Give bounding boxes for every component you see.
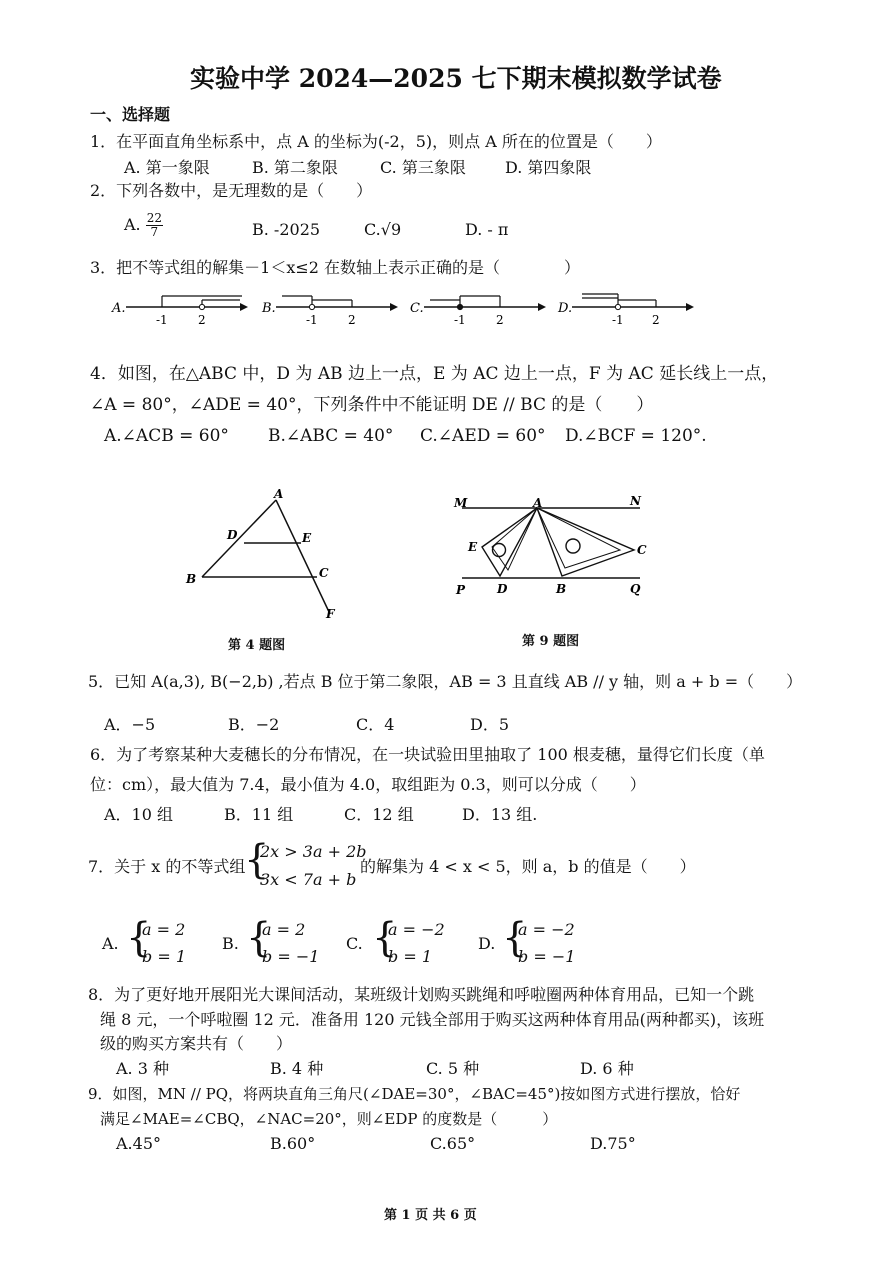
figure-q9-triangles <box>452 490 662 605</box>
figure-q4-triangle <box>180 486 350 626</box>
q9-option-d: D.75° <box>590 1134 636 1153</box>
q3-stem: 3．把不等式组的解集－1＜x≤2 在数轴上表示正确的是（ ） <box>90 258 581 277</box>
vertex-label-e: E <box>302 531 312 545</box>
tick-label-2: 2 <box>496 313 504 327</box>
q1-option-a: A. 第一象限 <box>124 158 210 177</box>
tick-label-neg1: -1 <box>454 313 466 327</box>
q7-option-d-line1: a = −2 <box>518 920 575 939</box>
q7-option-a-line1: a = 2 <box>142 920 186 939</box>
q9-option-c: C.65° <box>430 1134 476 1153</box>
number-line-label-c: C. <box>410 301 424 316</box>
q2-option-a-label: A. <box>124 215 141 234</box>
tick-label-neg1: -1 <box>156 313 168 327</box>
point-label-a: A <box>533 496 543 510</box>
q7-option-a-line2: b = 1 <box>142 947 186 966</box>
q6-option-c: C．12 组 <box>344 805 414 824</box>
q2-option-d: D. - π <box>465 220 509 239</box>
q6-stem-line2: 位：cm），最大值为 7.4，最小值为 4.0，取组距为 0.3，则可以分成（ ） <box>90 775 646 794</box>
q8-stem-line2: 绳 8 元，一个呼啦圈 12 元．准备用 120 元钱全部用于购买这两种体育用品(两种都买)，该班 <box>100 1010 765 1029</box>
number-line-d <box>558 288 698 328</box>
q7-option-b-label: B. <box>222 934 239 953</box>
axis-arrow <box>240 303 248 311</box>
axis-arrow <box>390 303 398 311</box>
q5-stem: 5．已知 A(a,3), B(−2,b) ,若点 B 位于第二象限，AB = 3 且直线 AB // y 轴，则 a + b =（ ） <box>88 672 803 691</box>
q1-option-d: D. 第四象限 <box>505 158 592 177</box>
q5-option-a: A．−5 <box>104 715 156 734</box>
q6-option-a: A．10 组 <box>104 805 174 824</box>
q2-option-b: B. -2025 <box>252 220 321 239</box>
q6-option-d: D．13 组. <box>462 805 538 824</box>
vertex-label-c: C <box>319 566 329 580</box>
figure-q9-caption: 第 9 题图 <box>522 634 580 649</box>
q7-option-d-line2: b = −1 <box>518 947 576 966</box>
open-dot <box>309 304 314 309</box>
q7-option-c-line2: b = 1 <box>388 947 432 966</box>
q7-stem-post: 的解集为 4 < x < 5，则 a，b 的值是（ ） <box>360 857 696 876</box>
tick-label-2: 2 <box>348 313 356 327</box>
q7-option-c-brace: { <box>372 915 398 961</box>
tick-label-2: 2 <box>652 313 660 327</box>
axis-arrow <box>686 303 694 311</box>
open-dot <box>199 304 204 309</box>
q8-option-a: A. 3 种 <box>116 1059 169 1078</box>
q7-option-b-line1: a = 2 <box>262 920 306 939</box>
q8-stem-line1: 8．为了更好地开展阳光大课间活动，某班级计划购买跳绳和呼啦圈两种体育用品，已知一个跳 <box>88 985 755 1004</box>
q9-option-a: A.45° <box>116 1134 161 1153</box>
q7-stem-pre: 7．关于 x 的不等式组 <box>88 857 246 876</box>
q7-option-c-line1: a = −2 <box>388 920 445 939</box>
q2-option-a <box>124 212 163 239</box>
point-label-d: D <box>497 582 508 596</box>
q5-option-c: C．4 <box>356 715 395 734</box>
q4-option-a: A.∠ACB = 60° <box>104 426 229 446</box>
q5-option-d: D．5 <box>470 715 510 734</box>
vertex-label-a: A <box>274 487 284 501</box>
q7-option-d-label: D. <box>478 934 496 953</box>
point-label-m: M <box>454 496 468 510</box>
page-footer: 第 1 页 共 6 页 <box>384 1208 477 1223</box>
q7-system-brace: { <box>244 837 270 883</box>
q8-option-c: C. 5 种 <box>426 1059 480 1078</box>
q4-option-c: C.∠AED = 60° <box>420 426 546 446</box>
axis-arrow <box>538 303 546 311</box>
q7-option-b-brace: { <box>246 915 272 961</box>
triangle-abc <box>537 508 634 576</box>
tick-label-2: 2 <box>198 313 206 327</box>
figure-q4-caption: 第 4 题图 <box>228 638 286 653</box>
vertex-label-b: B <box>186 572 197 586</box>
q7-inequality-1: 2x > 3a + 2b <box>260 842 367 861</box>
q9-option-b: B.60° <box>270 1134 316 1153</box>
point-label-n: N <box>630 494 641 508</box>
q7-option-b-line2: b = −1 <box>262 947 320 966</box>
q4-stem-line1: 4．如图，在△ABC 中，D 为 AB 边上一点，E 为 AC 边上一点，F 为 AC 延长线上一点， <box>90 364 779 384</box>
q7-option-a-brace: { <box>126 915 152 961</box>
q8-stem-line3: 级的购买方案共有（ ） <box>100 1034 293 1053</box>
q2-fraction <box>146 212 163 239</box>
q4-option-b: B.∠ABC = 40° <box>268 426 394 446</box>
tick-label-neg1: -1 <box>612 313 624 327</box>
number-line-label-d: D. <box>558 301 573 316</box>
vertex-label-d: D <box>227 528 238 542</box>
q7-option-c-label: C. <box>346 934 363 953</box>
tick-label-neg1: -1 <box>306 313 318 327</box>
q2-stem: 2．下列各数中，是无理数的是（ ） <box>90 181 373 200</box>
vertex-label-f: F <box>326 607 335 621</box>
number-line-c <box>410 288 550 328</box>
inner-outline-ade <box>492 508 537 570</box>
section-heading: 一、选择题 <box>90 105 171 124</box>
fraction-denominator: 7 <box>150 225 159 239</box>
exam-title: 实验中学 2024—2025 七下期末模拟数学试卷 <box>190 64 722 93</box>
fraction-numerator: 22 <box>146 211 163 225</box>
side-ac-extended <box>276 500 330 614</box>
q7-option-a-label: A. <box>102 934 119 953</box>
point-label-c: C <box>637 543 647 557</box>
solid-dot <box>457 304 462 309</box>
q7-inequality-2: 3x < 7a + b <box>260 870 357 889</box>
q1-option-c: C. 第三象限 <box>380 158 466 177</box>
side-ab <box>202 500 276 577</box>
q6-stem-line1: 6．为了考察某种大麦穗长的分布情况，在一块试验田里抽取了 100 根麦穗，量得它们长度（单 <box>90 745 765 764</box>
q1-stem: 1．在平面直角坐标系中，点 A 的坐标为(-2，5)，则点 A 所在的位置是（ ） <box>90 132 662 151</box>
point-label-b: B <box>556 582 567 596</box>
q6-option-b: B．11 组 <box>224 805 294 824</box>
q4-option-d: D.∠BCF = 120°. <box>565 426 707 446</box>
number-line-b <box>262 288 402 328</box>
q8-option-d: D. 6 种 <box>580 1059 634 1078</box>
open-dot <box>615 304 620 309</box>
q7-option-d-brace: { <box>502 915 528 961</box>
q9-stem-line2: 满足∠MAE=∠CBQ，∠NAC=20°，则∠EDP 的度数是（ ） <box>100 1110 558 1128</box>
q9-stem-line1: 9．如图，MN // PQ，将两块直角三角尺(∠DAE=30°，∠BAC=45°)按如图方式进行摆放，恰好 <box>88 1085 741 1103</box>
q1-option-b: B. 第二象限 <box>252 158 338 177</box>
point-label-q: Q <box>630 582 641 596</box>
q4-stem-line2: ∠A = 80°，∠ADE = 40°，下列条件中不能证明 DE // BC 的是（ ） <box>90 395 654 415</box>
number-line-label-b: B. <box>262 301 276 316</box>
q5-option-b: B．−2 <box>228 715 280 734</box>
point-label-e: E <box>468 540 478 554</box>
number-line-a <box>112 288 252 328</box>
number-line-label-a: A. <box>112 301 126 316</box>
triangle-hole <box>566 539 580 553</box>
q2-option-c: C.√9 <box>364 220 402 239</box>
q8-option-b: B. 4 种 <box>270 1059 324 1078</box>
point-label-p: P <box>456 583 466 597</box>
